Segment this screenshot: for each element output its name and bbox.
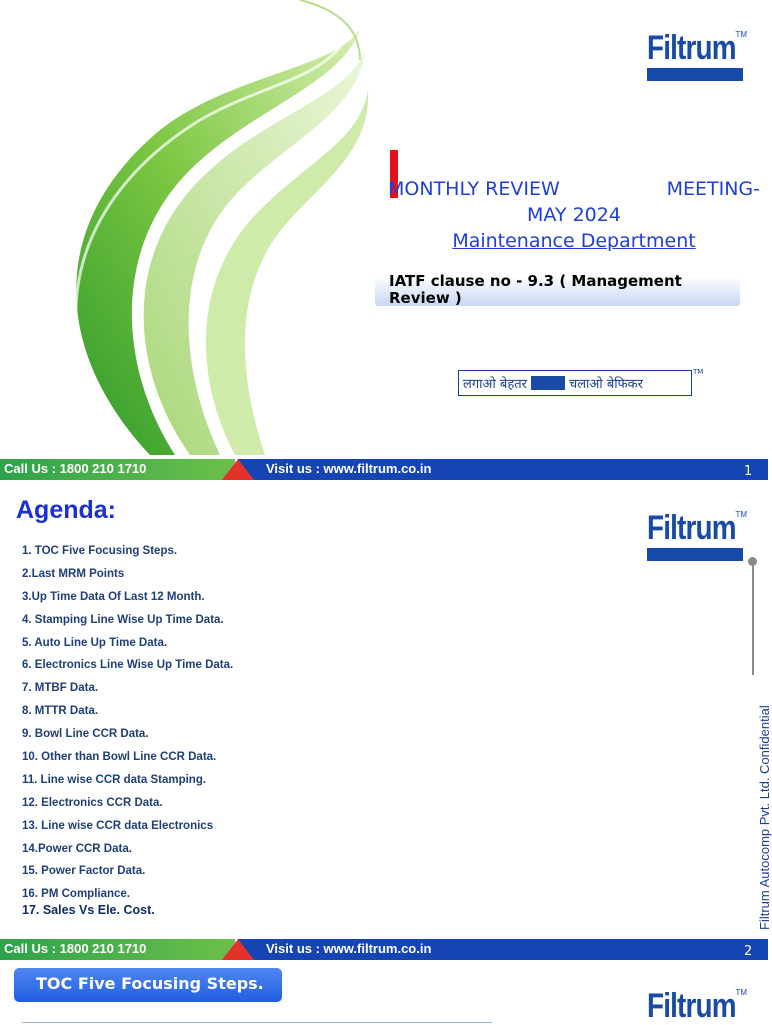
- footer-bar: [0, 939, 768, 960]
- green-swoosh-graphic: [0, 0, 380, 460]
- agenda-item: 15. Power Factor Data.: [22, 865, 146, 878]
- agenda-item: 6. Electronics Line Wise Up Time Data.: [22, 659, 234, 672]
- tagline-trademark: TM: [693, 368, 704, 376]
- footer-bar: [0, 459, 768, 480]
- agenda-item: 11. Line wise CCR data Stamping.: [22, 773, 207, 786]
- title-left: MONTHLY REVIEW: [388, 178, 560, 200]
- filtrum-logo: Filtrum TM: [647, 30, 743, 81]
- filtrum-logo: Filtrum TM: [647, 510, 743, 561]
- footer-call: Call Us : 1800 210 1710: [4, 461, 147, 476]
- slide-number: 2: [744, 944, 753, 959]
- agenda-item: 5. Auto Line Up Time Data.: [22, 636, 168, 649]
- agenda-item: 12. Electronics CCR Data.: [22, 796, 163, 809]
- logo-trademark: TM: [735, 510, 747, 519]
- agenda-item: 8. MTTR Data.: [22, 705, 99, 718]
- confidential-label: Filtrum Autocomp Pvt. Ltd. Confidential: [757, 705, 772, 930]
- agenda-item: 10. Other than Bowl Line CCR Data.: [22, 751, 217, 764]
- filtrum-logo: Filtrum TM: [647, 987, 747, 1025]
- agenda-item: 1. TOC Five Focusing Steps.: [22, 545, 178, 557]
- agenda-title: Agenda:: [16, 496, 116, 524]
- tagline-right: चलाओ बेफिकर: [568, 377, 643, 392]
- agenda-item: 9. Bowl Line CCR Data.: [22, 728, 149, 741]
- confidential-rule-dot: [748, 557, 757, 566]
- toc-heading: TOC Five Focusing Steps.: [36, 974, 264, 993]
- tagline-left: लगाओ बेहतर: [463, 377, 527, 392]
- agenda-list: [22, 542, 233, 924]
- slide-2: [0, 480, 772, 960]
- slide-1: [0, 0, 768, 480]
- agenda-item: 7. MTBF Data.: [22, 682, 99, 695]
- confidential-rule: [752, 560, 754, 675]
- agenda-item: 16. PM Compliance.: [22, 888, 131, 901]
- slide-3: [0, 960, 768, 1024]
- footer-website: Visit us : www.filtrum.co.in: [266, 461, 432, 476]
- agenda-item: 2.Last MRM Points: [22, 567, 125, 580]
- logo-trademark: TM: [735, 30, 747, 39]
- iatf-clause: IATF clause no - 9.3 ( Management Review ): [389, 272, 682, 307]
- divider: [22, 1022, 492, 1023]
- footer-red-triangle: [222, 459, 254, 480]
- agenda-item: 14.Power CCR Data.: [22, 842, 132, 855]
- logo-trademark: TM: [735, 988, 747, 997]
- title-line-2: MAY 2024: [527, 204, 621, 226]
- footer-website: Visit us : www.filtrum.co.in: [266, 941, 432, 956]
- title-line-1: [388, 178, 760, 200]
- slide-number: 1: [744, 464, 753, 479]
- footer-call: Call Us : 1800 210 1710: [4, 941, 147, 956]
- tagline-logo: [458, 370, 692, 396]
- tagline-blue-block: [531, 376, 565, 390]
- agenda-item: 3.Up Time Data Of Last 12 Month.: [22, 590, 205, 603]
- footer-red-triangle: [222, 939, 254, 960]
- department-subtitle: Maintenance Department: [452, 230, 696, 252]
- logo-bar: [647, 68, 743, 81]
- agenda-item: 17. Sales Vs Ele. Cost.: [22, 903, 155, 918]
- agenda-item: 4. Stamping Line Wise Up Time Data.: [22, 613, 224, 626]
- agenda-item: 13. Line wise CCR data Electronics: [22, 819, 214, 832]
- logo-bar: [647, 548, 743, 561]
- toc-heading-box: [14, 968, 282, 1002]
- title-right: MEETING-: [666, 178, 760, 200]
